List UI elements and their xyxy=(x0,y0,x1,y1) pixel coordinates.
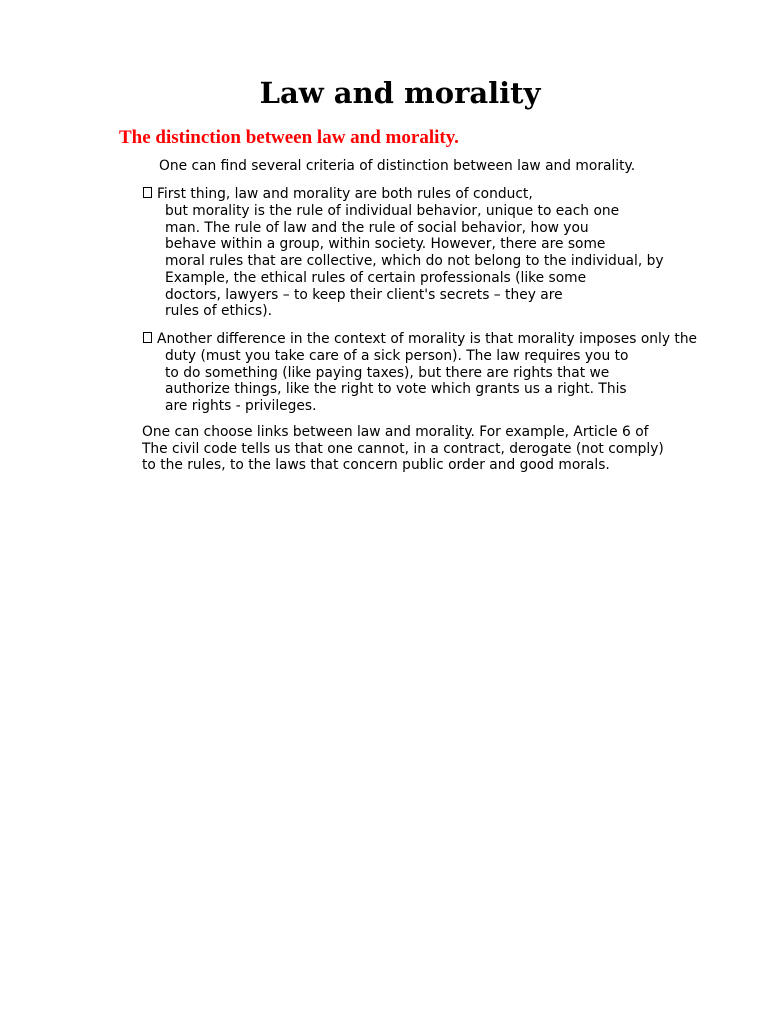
bullet-2-line-5: are rights - privileges. xyxy=(165,398,317,414)
bullet-1-line-2: but morality is the rule of individual behavior, unique to each one xyxy=(165,203,620,219)
bullet-2-line-2: duty (must you take care of a sick person). The law requires you to xyxy=(165,348,629,364)
empty-box-icon xyxy=(143,332,152,343)
closing-line-1: One can choose links between law and morality. For example, Article 6 of xyxy=(142,424,649,440)
bullet-1-line-8: rules of ethics). xyxy=(165,303,273,319)
section-heading: The distinction between law and morality. xyxy=(119,127,459,148)
intro-paragraph: One can find several criteria of distinction between law and morality. xyxy=(159,158,636,174)
bullet-2-line-1: Another difference in the context of morality is that morality imposes only the xyxy=(157,331,698,347)
bullet-1-line-1: First thing, law and morality are both rules of conduct, xyxy=(157,186,533,202)
bullet-1-line-3: man. The rule of law and the rule of social behavior, how you xyxy=(165,220,589,236)
bullet-2-line-4: authorize things, like the right to vote which grants us a right. This xyxy=(165,381,627,397)
bullet-1-line-4: behave within a group, within society. However, there are some xyxy=(165,236,606,252)
empty-box-icon xyxy=(143,187,152,198)
closing-line-2: The civil code tells us that one cannot, in a contract, derogate (not comply) xyxy=(142,441,664,457)
closing-line-3: to the rules, to the laws that concern public order and good morals. xyxy=(142,457,610,473)
bullet-1-first-line xyxy=(143,186,533,203)
bullet-2-first-line xyxy=(143,331,697,348)
bullet-2-line-3: to do something (like paying taxes), but there are rights that we xyxy=(165,365,610,381)
bullet-1-line-5: moral rules that are collective, which do not belong to the individual, by xyxy=(165,253,664,269)
bullet-1-line-7: doctors, lawyers – to keep their client's secrets – they are xyxy=(165,287,563,303)
page-title: Law and morality xyxy=(259,76,541,110)
bullet-1-line-6: Example, the ethical rules of certain professionals (like some xyxy=(165,270,587,286)
